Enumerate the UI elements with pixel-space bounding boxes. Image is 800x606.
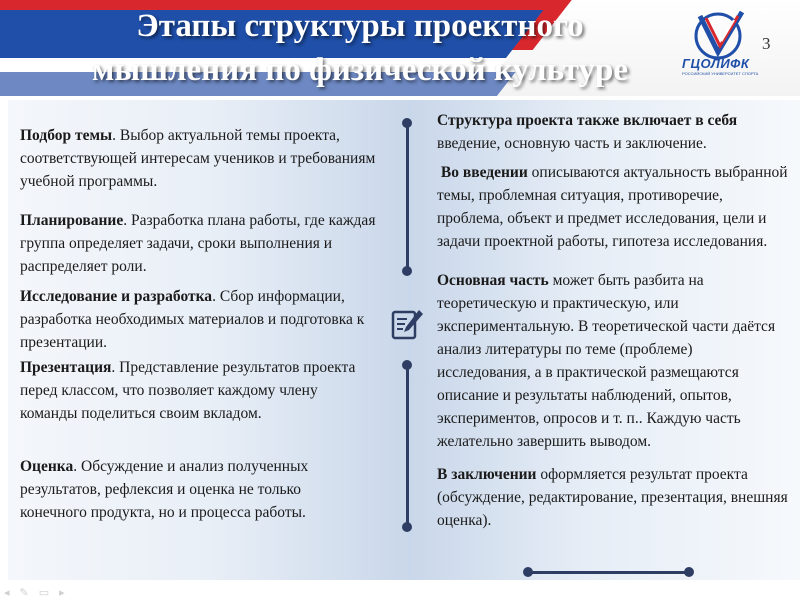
timeline-dot — [402, 266, 412, 276]
page-number: 3 — [762, 34, 771, 53]
stage-term: Планирование — [20, 212, 124, 229]
introduction-term: Во введении — [440, 164, 528, 181]
stage-research — [20, 285, 392, 354]
structure-introduction-paragraph — [437, 161, 789, 253]
document-pen-icon — [389, 306, 425, 342]
intro-rest: введение, основную часть и заключение. — [437, 135, 707, 152]
main-part-term: Основная часть — [437, 272, 549, 289]
timeline-line-lower — [406, 366, 409, 526]
stage-planning — [20, 209, 392, 278]
conclusion-term: В заключении — [437, 466, 537, 483]
stage-text: . Представление результатов проекта перед классом, что позволяет каждому члену команды поделиться своим вкладом. — [20, 359, 356, 422]
next-arrow-icon[interactable]: ▸ — [59, 586, 65, 599]
structure-intro — [437, 109, 789, 155]
structure-main-part-paragraph — [437, 269, 789, 453]
title-line-1: Этапы структуры проектного — [136, 8, 584, 44]
stage-topic-selection — [20, 124, 392, 193]
stage-term: Оценка — [20, 458, 74, 475]
stage-term: Презентация — [20, 359, 112, 376]
main-part-text: может быть разбита на теоретическую и практическую, или экспериментальную. В теоретической части даётся анализ литературы по теме (проблеме) исследования, а в практической размещаются описание и результаты наблюдений, опытов, экспериментов, опросов и т. п.. Каждую часть желательно завершить выводом. — [437, 272, 776, 450]
stage-text: . Разработка плана работы, где каждая группа определяет задачи, сроки выполнения и распределяет роли. — [20, 212, 376, 275]
bottom-decorative-line — [528, 571, 688, 574]
stage-presentation — [20, 356, 360, 425]
stage-text: . Сбор информации, разработка необходимых материалов и подготовка к презентации. — [20, 288, 365, 351]
intro-bold: Структура проекта также включает в себя — [437, 112, 738, 129]
logo-subtitle: РОССИЙСКИЙ УНИВЕРСИТЕТ СПОРТА — [682, 71, 759, 76]
pen-icon[interactable]: ✎ — [19, 586, 29, 599]
title-line-2: мышления по физической культуре — [91, 52, 629, 88]
structure-conclusion-paragraph — [437, 463, 789, 532]
timeline-dot-bottom — [402, 522, 412, 532]
stage-term: Подбор темы — [20, 127, 113, 144]
slideshow-toolbar — [4, 586, 65, 600]
logo-abbr: ГЦОЛИФК — [682, 56, 750, 71]
prev-arrow-icon[interactable]: ◂ — [4, 586, 10, 599]
stage-text: . Выбор актуальной темы проекта, соответствующей интересам учеников и требованиям учебной программы. — [20, 127, 376, 190]
timeline-line-upper — [406, 124, 409, 270]
stage-evaluation — [20, 455, 370, 524]
conclusion-text: оформляется результат проекта (обсуждение, редактирование, презентация, внешняя оценка). — [437, 466, 788, 529]
introduction-text: описываются актуальность выбранной темы, проблемная ситуация, противоречие, проблема, объект и предмет исследования, цели и задачи проектной работы, гипотеза исследования. — [437, 164, 788, 250]
stage-term: Исследование и разработка — [20, 288, 213, 305]
menu-icon[interactable]: ▭ — [38, 586, 50, 599]
slide-title — [40, 4, 680, 92]
university-logo-icon — [680, 8, 770, 88]
bottom-dot-right — [684, 567, 694, 577]
stage-text: . Обсуждение и анализ полученных результатов, рефлексия и оценка не только конечного продукта, но и процесса работы. — [20, 458, 309, 521]
